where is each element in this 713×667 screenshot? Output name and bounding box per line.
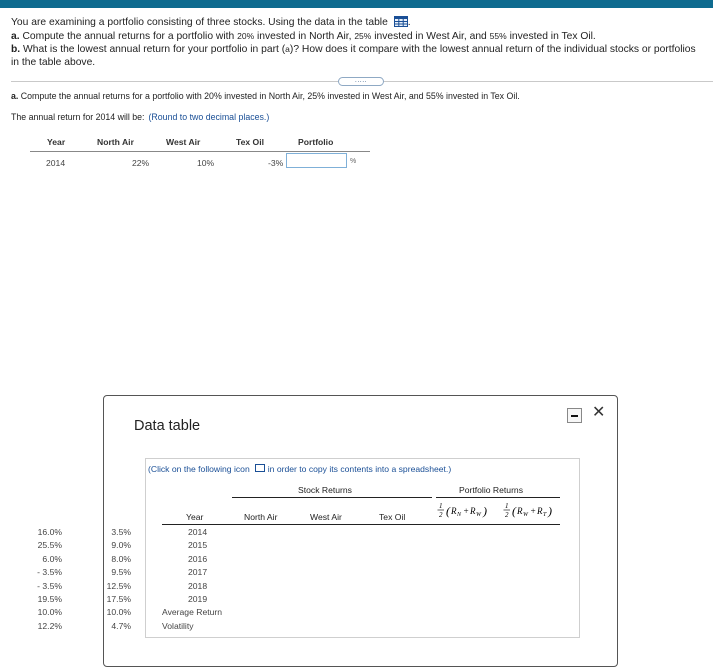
- svg-text:+: +: [463, 506, 470, 516]
- minimize-icon[interactable]: [567, 408, 582, 423]
- svg-text:): ): [483, 504, 487, 518]
- copy-instruction-2: in order to copy its contents into a spreadsheet.): [267, 464, 452, 474]
- dialog-title: Data table: [134, 418, 201, 434]
- expand-dots-button[interactable]: .....: [338, 77, 384, 86]
- pct-west: 25%: [354, 30, 372, 41]
- svg-text:2: 2: [505, 511, 509, 519]
- portfolio-group-rule: [436, 497, 560, 498]
- hdr-west-air: West Air: [310, 512, 342, 522]
- table-cell: 17.5%: [106, 594, 131, 604]
- copy-instruction-1: (Click on the following icon: [148, 464, 250, 474]
- part-a-prompt: [11, 91, 520, 101]
- hdr-year: Year: [186, 512, 204, 522]
- part-b-text: )? How does it compare with the lowest annual return of the individual stocks or portfolios in the table above.: [11, 44, 696, 68]
- pct-tex: 55%: [489, 30, 507, 41]
- table-cell: 9.0%: [111, 540, 131, 551]
- table-cell: - 3.5%: [37, 567, 62, 578]
- table-cell: 10.0%: [37, 607, 62, 618]
- annual-return-prompt: [11, 112, 269, 122]
- part-a-text: Compute the annual returns for a portfolio with: [22, 30, 235, 42]
- hdr-north-air: North Air: [244, 512, 278, 522]
- table-cell: 12.2%: [37, 620, 62, 631]
- part-ref: a: [285, 44, 290, 55]
- data-table-dialog: [37, 395, 618, 667]
- part-a-prompt-label: a.: [11, 91, 19, 101]
- svg-text:+: +: [530, 506, 537, 516]
- svg-text:W: W: [476, 512, 481, 518]
- table-cell: 4.7%: [111, 620, 131, 631]
- cell-west-air: 10%: [197, 158, 215, 168]
- stock-group-rule: [232, 497, 432, 498]
- svg-text:R: R: [537, 506, 543, 516]
- table-cell: 25.5%: [37, 540, 62, 551]
- cell-year: 2014: [46, 158, 66, 168]
- close-icon[interactable]: ✕: [592, 404, 606, 421]
- top-banner: [0, 0, 713, 8]
- question-intro: You are examining a portfolio consisting of three stocks. Using the data in the table: [11, 17, 388, 28]
- svg-text:N: N: [457, 512, 462, 518]
- svg-text:T: T: [543, 512, 547, 518]
- table-icon[interactable]: [394, 16, 408, 27]
- svg-text:1: 1: [439, 502, 443, 510]
- table-cell: - 3.5%: [37, 580, 62, 591]
- table-row-label: 2014: [188, 527, 208, 537]
- part-a-prompt-text: Compute the annual returns for a portfolio with 20% invested in North Air, 25% invested in West Air, and 55% invested in Tex Oil.: [20, 91, 520, 101]
- question-text: You are examining a portfolio consisting of three stocks. Using the data in the table . a. Compute the annual returns for a portfolio with 20% invested in North Air, 25% invested in West Air, and 55% invested in Tex Oil. b. What is the lowest annual return for your portfolio in part (a)? How does it compare with the lowest annual return of the individual stocks or portfolios in the table above.: [11, 17, 696, 68]
- col-portfolio: Portfolio: [298, 137, 334, 147]
- table-cell: 8.0%: [111, 553, 131, 564]
- table-row-label: Average Return: [162, 607, 223, 618]
- annual-return-label: The annual return for 2014 will be:: [11, 112, 145, 122]
- table-cell: 16.0%: [37, 527, 62, 537]
- table-row-label: 2015: [188, 540, 208, 551]
- col-tex-oil: Tex Oil: [236, 137, 265, 147]
- group-portfolio-returns: Portfolio Returns: [459, 485, 524, 495]
- part-a-text: invested in West Air, and: [374, 30, 487, 42]
- table-row-label: Volatility: [162, 620, 194, 631]
- table-row-label: 2019: [188, 594, 208, 604]
- svg-text:(: (: [512, 504, 516, 518]
- svg-text:R: R: [517, 506, 523, 516]
- hdr-portfolio-nw: [436, 500, 496, 524]
- col-west-air: West Air: [166, 137, 201, 147]
- part-b-label: b.: [11, 44, 21, 56]
- table-cell: 9.5%: [111, 567, 131, 578]
- data-table-panel: [37, 458, 580, 638]
- part-b-text: What is the lowest annual return for your portfolio in part (: [23, 44, 286, 56]
- table-cell: 12.5%: [106, 580, 131, 591]
- percent-suffix: %: [350, 158, 357, 165]
- part-a-text: invested in North Air,: [257, 30, 352, 42]
- cell-tex-oil: -3%: [268, 158, 284, 168]
- svg-text:2: 2: [439, 511, 443, 519]
- table-cell: 10.0%: [106, 607, 131, 618]
- rounding-hint: (Round to two decimal places.): [148, 112, 270, 122]
- part-a-label: a.: [11, 30, 20, 42]
- part-a-text: invested in Tex Oil.: [509, 30, 596, 42]
- copy-icon[interactable]: [255, 464, 265, 472]
- svg-text:R: R: [451, 506, 457, 516]
- hdr-tex-oil: Tex Oil: [379, 512, 406, 522]
- table-row-label: 2018: [188, 580, 208, 591]
- portfolio-return-input[interactable]: [286, 153, 347, 168]
- pct-north: 20%: [237, 30, 255, 41]
- svg-text:R: R: [470, 506, 476, 516]
- header-rule: [162, 524, 560, 525]
- table-cell: 3.5%: [111, 527, 131, 537]
- col-year: Year: [47, 137, 66, 147]
- group-stock-returns: Stock Returns: [298, 485, 352, 495]
- copy-instruction: [148, 464, 451, 474]
- table-cell: 6.0%: [42, 553, 62, 564]
- header-rule: [30, 151, 370, 152]
- svg-text:(: (: [446, 504, 450, 518]
- svg-text:): ): [548, 504, 552, 518]
- table-row-label: 2017: [188, 567, 208, 578]
- svg-text:W: W: [523, 512, 528, 518]
- col-north-air: North Air: [97, 137, 134, 147]
- cell-north-air: 22%: [132, 158, 150, 168]
- table-row-label: 2016: [188, 553, 208, 564]
- hdr-portfolio-wt: [502, 500, 562, 524]
- svg-text:1: 1: [505, 502, 509, 510]
- table-cell: 19.5%: [37, 594, 62, 604]
